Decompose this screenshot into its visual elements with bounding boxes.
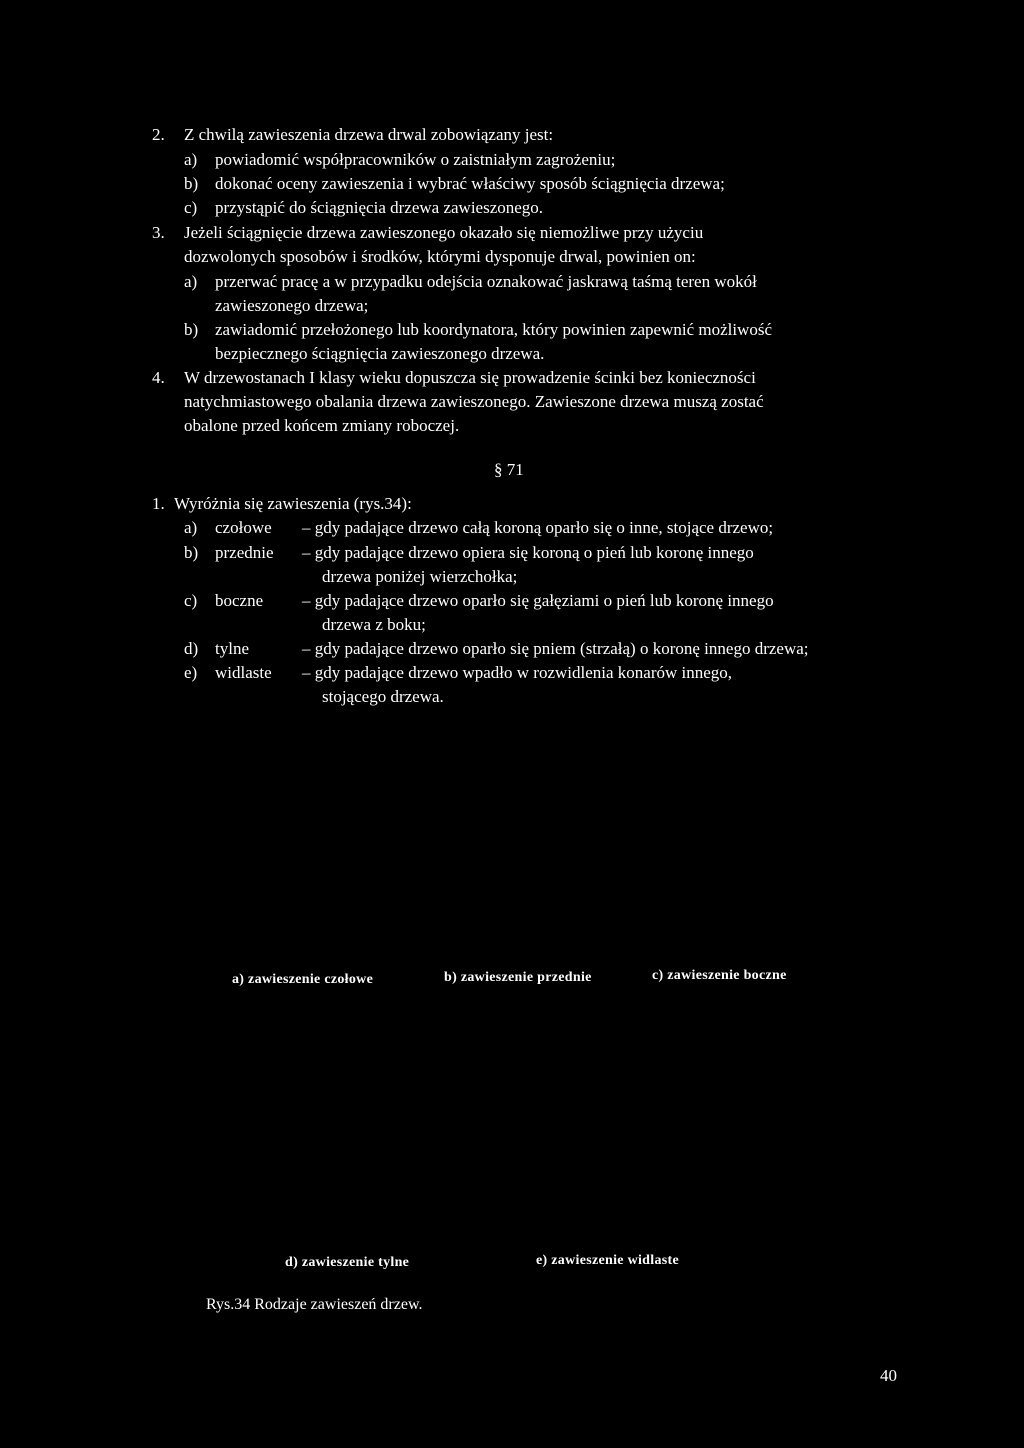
list-item: przerwać pracę a w przypadku odejścia oznakować jaskrawą taśmą teren wokół [215,272,757,291]
def-marker: d) [184,639,199,658]
def-text: – gdy padające drzewo oparło się pniem (strzałą) o koronę innego drzewa; [302,639,809,658]
def-marker: b) [184,543,199,562]
figure-label-e: e) zawieszenie widlaste [536,1253,679,1268]
figure-label-c: c) zawieszenie boczne [652,968,787,983]
def-marker: e) [184,663,198,682]
list-item-continuation: bezpiecznego ściągnięcia zawieszonego drzewa. [215,344,545,363]
def-text-continuation: drzewa z boku; [322,615,426,634]
section-4-number: 4. [152,368,165,387]
paragraph-heading: § 71 [494,460,524,479]
def-marker: a) [184,518,198,537]
def-term: widlaste [215,663,272,682]
def-term: tylne [215,639,249,658]
point-1-intro: Wyróżnia się zawieszenia (rys.34): [174,494,412,513]
section-3-line: Jeżeli ściągnięcie drzewa zawieszonego okazało się niemożliwe przy użyciu [184,223,704,242]
def-marker: c) [184,591,198,610]
page-number: 40 [880,1366,897,1385]
section-3-line: dozwolonych sposobów i środków, którymi dysponuje drwal, powinien on: [184,247,696,266]
def-term: przednie [215,543,274,562]
section-2-number: 2. [152,125,165,144]
section-4-line: natychmiastowego obalania drzewa zawieszonego. Zawieszone drzewa muszą zostać [184,392,764,411]
list-item: dokonać oceny zawieszenia i wybrać właściwy sposób ściągnięcia drzewa; [215,174,725,193]
section-4-line: W drzewostanach I klasy wieku dopuszcza się prowadzenie ścinki bez konieczności [184,368,756,387]
def-text-continuation: drzewa poniżej wierzchołka; [322,567,518,586]
figure-caption: Rys.34 Rodzaje zawieszeń drzew. [206,1296,423,1313]
def-term: boczne [215,591,264,610]
def-text: – gdy padające drzewo wpadło w rozwidlenia konarów innego, [302,663,733,682]
figure-label-b: b) zawieszenie przednie [444,970,592,985]
section-4-line: obalone przed końcem zmiany roboczej. [184,416,460,435]
list-marker: b) [184,174,199,193]
list-item: powiadomić współpracowników o zaistniałym zagrożeniu; [215,150,616,169]
point-1-number: 1. [152,494,165,513]
section-3-number: 3. [152,223,165,242]
list-item-continuation: zawieszonego drzewa; [215,296,369,315]
list-marker: a) [184,150,198,169]
figure-label-a: a) zawieszenie czołowe [232,972,374,987]
list-item: zawiadomić przełożonego lub koordynatora, który powinien zapewnić możliwość [215,320,773,339]
def-text: – gdy padające drzewo opiera się koroną o pień lub koronę innego [302,543,754,562]
section-2-intro: Z chwilą zawieszenia drzewa drwal zobowiązany jest: [184,125,554,144]
def-text: – gdy padające drzewo całą koroną oparło się o inne, stojące drzewo; [302,518,774,537]
list-marker: b) [184,320,199,339]
list-marker: a) [184,272,198,291]
list-item: przystąpić do ściągnięcia drzewa zawieszonego. [215,198,544,217]
def-text: – gdy padające drzewo oparło się gałęziami o pień lub koronę innego [302,591,774,610]
figure-label-d: d) zawieszenie tylne [285,1255,410,1270]
list-marker: c) [184,198,198,217]
def-term: czołowe [215,518,272,537]
def-text-continuation: stojącego drzewa. [322,687,444,706]
